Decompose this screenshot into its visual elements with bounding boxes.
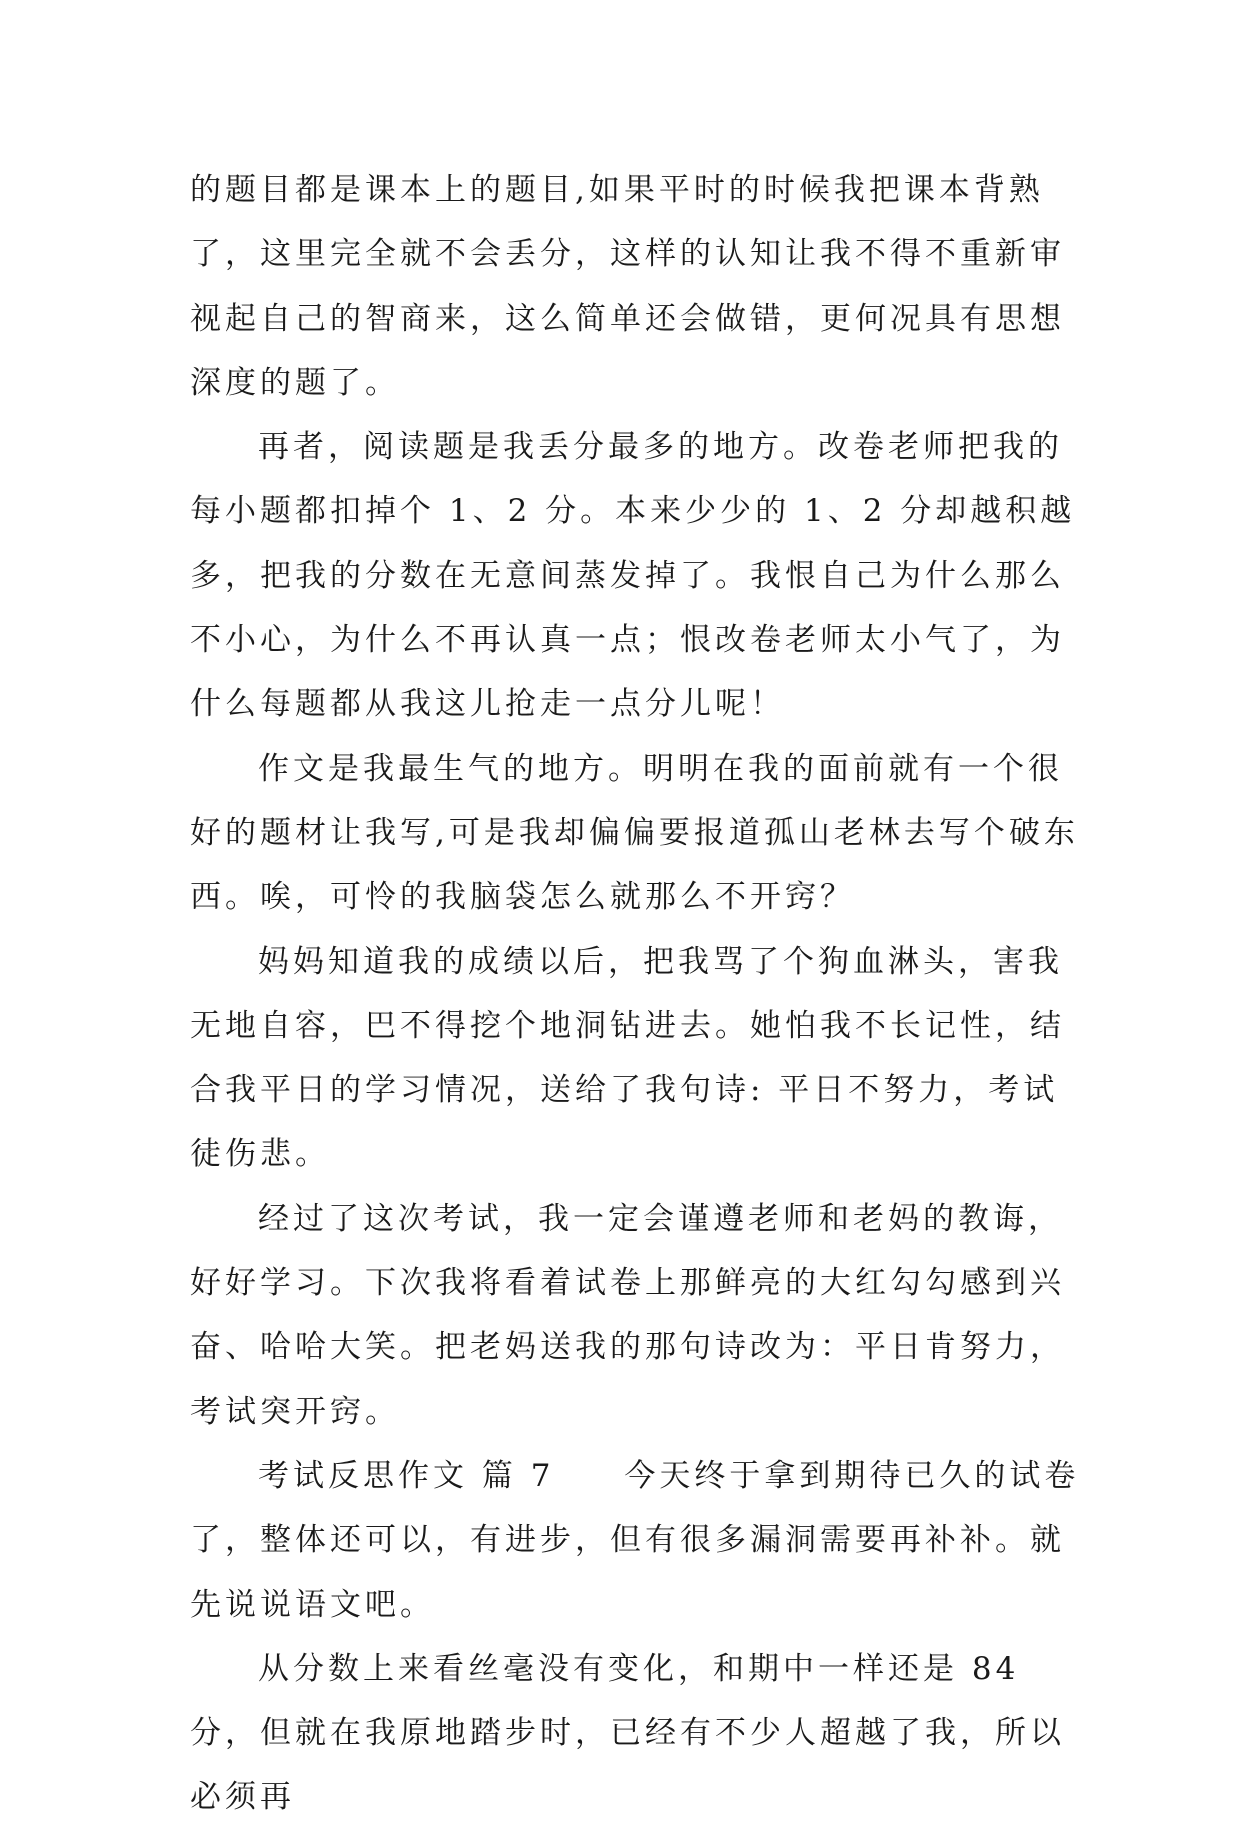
paragraph-4: 妈妈知道我的成绩以后，把我骂了个狗血淋头，害我无地自容，巴不得挖个地洞钻进去。她怕我不长记性，结合我平日的学习情况，送给了我句诗: 平日不努力，考试徒伤悲。 <box>190 943 1065 1173</box>
paragraph-5: 经过了这次考试，我一定会谨遵老师和老妈的教诲，好好学习。下次我将看着试卷上那鲜亮的大红勾勾感到兴奋、哈哈大笑。把老妈送我的那句诗改为：平日肯努力，考试突开窍。 <box>190 1200 1065 1430</box>
paragraph-1: 的题目都是课本上的题目,如果平时的时候我把课本背熟了，这里完全就不会丢分，这样的认知让我不得不重新审视起自己的智商来，这么简单还会做错，更何况具有思想深度的题了。 <box>190 172 1065 401</box>
document-body <box>190 158 1080 1830</box>
paragraph-7: 从分数上来看丝毫没有变化，和期中一样还是 84 分，但就在我原地踏步时，已经有不少人超越了我，所以必须再 <box>190 1650 1065 1816</box>
paragraph-6: 考试反思作文 篇 7 今天终于拿到期待已久的试卷了，整体还可以，有进步，但有很多漏洞需要再补补。就先说说语文吧。 <box>190 1457 1080 1623</box>
paragraph-3: 作文是我最生气的地方。明明在我的面前就有一个很好的题材让我写,可是我却偏偏要报道孤山老林去写个破东西。唉，可怜的我脑袋怎么就那么不开窍？ <box>190 750 1079 916</box>
paragraph-2: 再者，阅读题是我丢分最多的地方。改卷老师把我的每小题都扣掉个 1、2 分。本来少少的 1、2 分却越积越多，把我的分数在无意间蒸发掉了。我恨自己为什么那么不小心，为什么不再认真一点；恨改卷老师太小气了，为什么每题都从我这儿抢走一点分儿呢！ <box>190 429 1076 723</box>
